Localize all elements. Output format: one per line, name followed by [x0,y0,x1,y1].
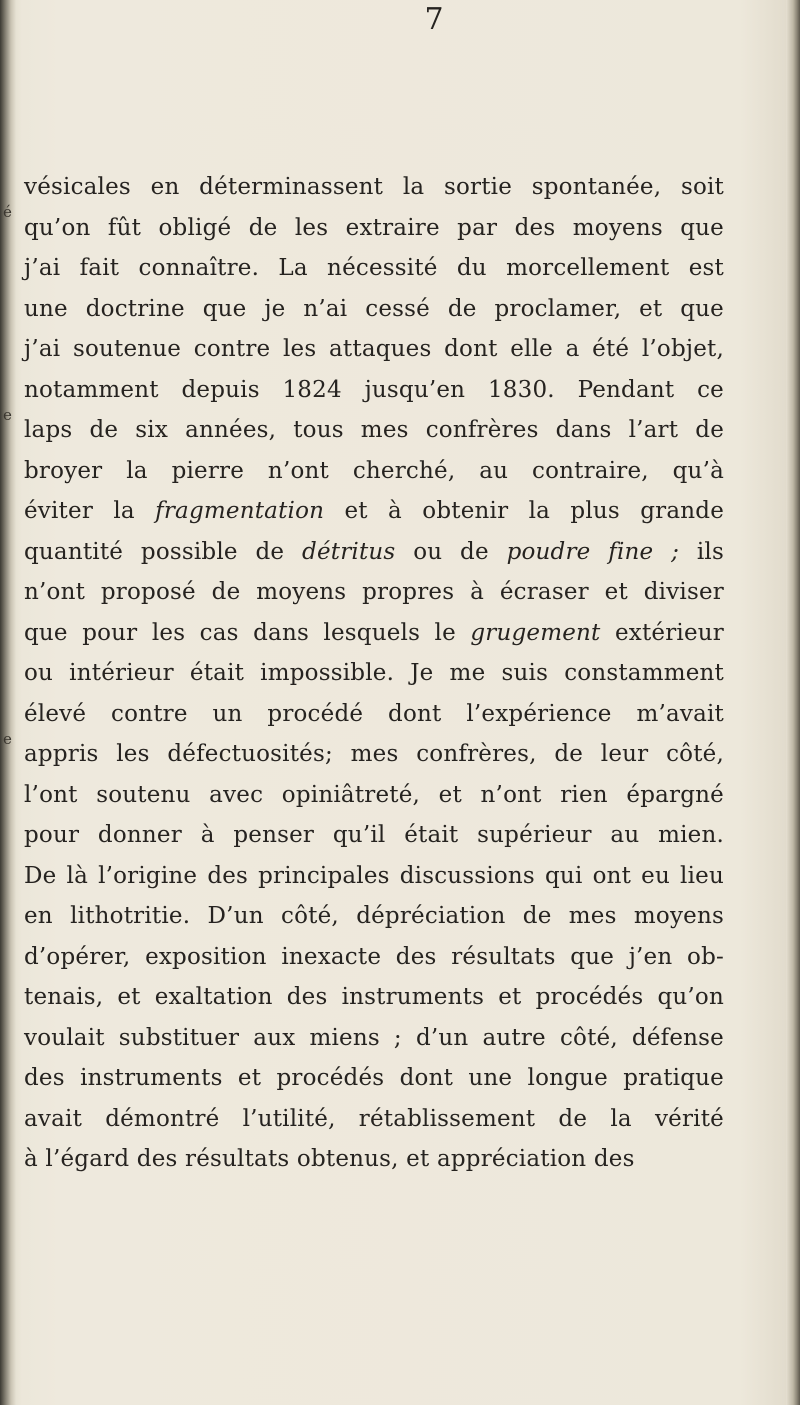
text-run: j’ai soutenue contre les attaques dont elle a été l’objet, [24,336,724,362]
text-line [24,937,724,978]
text-line [24,815,724,856]
text-line [24,977,724,1018]
text-run: que pour les cas dans lesquels le [24,619,471,646]
margin-fragment [3,476,15,517]
margin-fragment [3,962,15,1003]
text-run: broyer la pierre n’ont cherché, au contraire, qu’à [24,457,724,484]
margin-fragment [3,840,15,881]
margin-fragment: e [3,405,12,424]
text-line [24,370,724,411]
text-run: qu’on fût obligé de les extraire par des moyens que [24,214,724,241]
margin-fragment [3,638,15,679]
text-run: l’ont soutenu avec opiniâtreté, et n’ont rien épargné [24,781,724,808]
text-run: De là l’origine des principales discussions qui ont eu lieu [24,862,724,889]
margin-fragment [3,1002,15,1043]
margin-fragment [3,314,15,355]
text-line [24,613,724,654]
text-run: et à obtenir la plus grande [324,498,725,524]
text-run: ou intérieur était impossible. Je me suis constamment [24,660,724,686]
margin-fragment [3,435,15,476]
margin-fragment [3,800,15,841]
text-run: avait démontré l’utilité, rétablissement de la vérité [24,1105,724,1132]
margin-fragment [3,1124,15,1165]
text-run: extérieur [600,619,724,646]
text-line [24,1018,724,1059]
text-run: n’ont proposé de moyens propres à écraser et diviser [24,579,724,605]
text-run: j’ai fait connaître. La nécessité du morcellement est [24,255,724,281]
margin-fragment: é [3,203,12,221]
margin-fragment: e [3,729,12,748]
italic-term: grugement [470,619,601,646]
margin-fragment [3,516,15,557]
margin-fragment [3,597,15,638]
italic-term: fragmentation [155,498,325,524]
text-line [24,734,724,775]
text-line [24,532,724,573]
page-edge-shadow [786,0,800,1405]
text-run: ils [679,538,724,565]
text-run: ou de [395,538,507,565]
text-line [24,451,724,492]
margin-fragment [3,557,15,598]
margin-fragment [3,273,15,314]
text-line [24,1058,724,1099]
margin-fragment [3,921,15,962]
margin-fragment [3,678,15,719]
text-run: en lithotritie. D’un côté, dépréciation de mes moyens [24,903,724,929]
text-line [24,248,724,289]
text-run: éviter la [24,498,156,524]
margin-fragment [3,759,15,800]
text-line [24,653,724,694]
text-line [24,856,724,897]
text-line [24,1099,724,1140]
text-run: laps de six années, tous mes confrères dans l’art de [24,417,724,443]
text-run: tenais, et exaltation des instruments et procédés qu’on [24,984,724,1010]
margin-fragment [3,1043,15,1084]
text-line [24,896,724,937]
text-line [24,410,724,451]
text-run: quantité possible de [24,538,303,565]
text-run: voulait substituer aux miens ; d’un autre côté, défense [24,1024,724,1051]
text-run: une doctrine que je n’ai cessé de proclamer, et que [24,295,724,322]
margin-fragment [3,233,15,274]
italic-term: poudre fine ; [506,538,680,565]
text-run: appris les défectuosités; mes confrères, de leur côté, [24,741,724,767]
text-line [24,329,724,370]
text-line [24,289,724,330]
text-run: vésicales en déterminassent la sortie spontanée, soit [24,174,724,200]
text-line [24,1139,724,1180]
text-line [24,208,724,249]
text-line [24,167,724,208]
body-text [24,167,724,1180]
text-run: d’opérer, exposition inexacte des résultats que j’en ob- [24,943,724,970]
text-run: des instruments et procédés dont une longue pratique [24,1065,724,1091]
facing-page-margin-fragments [3,192,15,1164]
text-line [24,491,724,532]
text-run: notamment depuis 1824 jusqu’en 1830. Pendant ce [24,376,724,403]
text-run: élevé contre un procédé dont l’expérience m’avait [24,700,724,727]
italic-term: détritus [302,538,396,565]
margin-fragment [3,354,15,395]
text-run: pour donner à penser qu’il était supérieur au mien. [24,822,724,848]
page-number: 7 [424,2,444,37]
text-run: à l’égard des résultats obtenus, et appréciation des [24,1146,635,1172]
text-line [24,775,724,816]
margin-fragment [3,881,15,922]
text-line [24,572,724,613]
text-line [24,694,724,735]
margin-fragment [3,1083,15,1124]
